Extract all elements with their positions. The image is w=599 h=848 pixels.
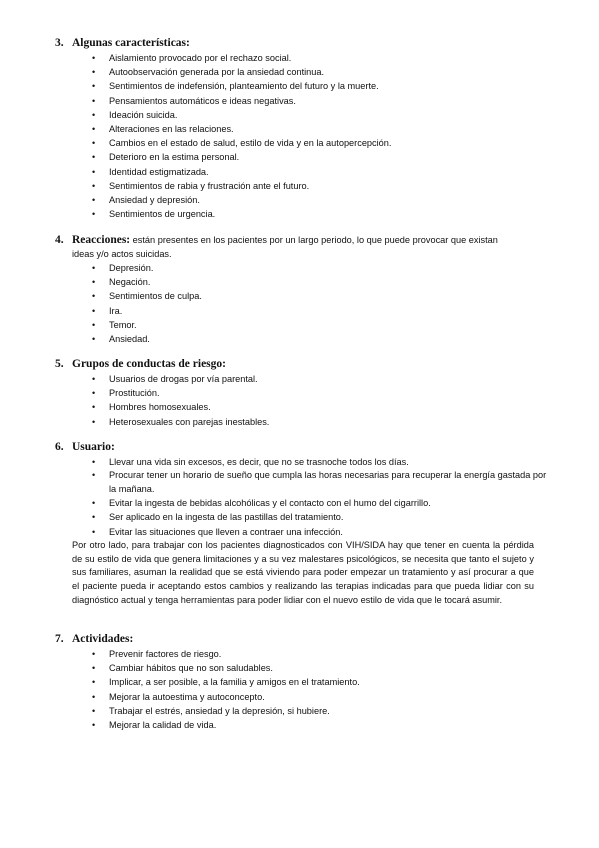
list-item	[55, 193, 555, 207]
list-item-text: Implicar, a ser posible, a la familia y amigos en el tratamiento.	[109, 677, 360, 688]
bullet-icon: •	[92, 124, 96, 135]
list-item	[55, 400, 555, 414]
list-item	[55, 289, 555, 303]
section-continuation: ideas y/o actos suicidas.	[72, 249, 172, 259]
list-item-text: Sentimientos de urgencia.	[109, 209, 216, 220]
section-title: Usuario:	[72, 441, 115, 453]
bullet-icon: •	[92, 109, 96, 120]
section-heading	[55, 233, 555, 248]
list-item	[55, 275, 555, 289]
bullet-icon: •	[92, 53, 96, 63]
list-item-text: Sentimientos de culpa.	[109, 291, 202, 302]
list-item-text: Prevenir factores de riesgo.	[109, 649, 222, 659]
list-item-text: Ansiedad.	[109, 334, 150, 345]
list-item-text: Identidad estigmatizada.	[109, 166, 209, 177]
bullet-icon: •	[92, 152, 96, 163]
list-item-text: Ansiedad y depresión.	[109, 195, 200, 206]
list-item-text: Depresión.	[109, 263, 154, 273]
list-item-text: Hombres homosexuales.	[109, 402, 211, 413]
list-item-text: Evitar la ingesta de bebidas alcohólicas y el contacto con el humo del cigarrillo.	[109, 498, 431, 509]
body-paragraph: Por otro lado, para trabajar con los pacientes diagnosticados con VIH/SIDA hay que tener en cuenta la pérdida de su estilo de vida que genera limitaciones y a su vez malestares psicológicos, se necesita que tanto el sujeto y sus familiares, asuman la realidad que se está viviendo para poder empezar un tratamiento y así procurar a que el paciente pueda ir aceptando estos cambios y realizando las terapias indicadas para que pueda lidiar con su diagnóstico actual y tenga herramientas para poder lidiar con el nuevo estilo de vida que le tocará asumir.	[72, 539, 534, 605]
list-item	[55, 318, 555, 332]
list-item	[55, 122, 555, 136]
list-item-text: Cambiar hábitos que no son saludables.	[109, 663, 273, 674]
list-item-text: Mejorar la calidad de vida.	[109, 720, 217, 731]
bullet-icon: •	[92, 209, 96, 220]
list-item-text: Ser aplicado en la ingesta de las pastillas del tratamiento.	[109, 512, 344, 523]
bullet-icon: •	[92, 512, 96, 523]
list-item-text: Usuarios de drogas por vía parental.	[109, 374, 258, 384]
list-item	[55, 108, 555, 122]
section-heading	[55, 632, 555, 647]
bullet-icon: •	[92, 677, 96, 688]
list-item-text: Heterosexuales con parejas inestables.	[109, 416, 270, 427]
bullet-icon: •	[92, 402, 96, 413]
list-item	[55, 647, 555, 661]
list-item	[55, 150, 555, 164]
bullet-icon: •	[92, 526, 96, 537]
bullet-list	[55, 647, 555, 732]
section-title: Reacciones:	[72, 234, 131, 246]
section-heading	[55, 357, 555, 372]
bullet-list	[55, 372, 555, 429]
list-item	[55, 136, 555, 150]
bullet-icon: •	[92, 291, 96, 302]
bullet-icon: •	[92, 195, 96, 206]
list-item-text: Sentimientos de indefensión, planteamiento del futuro y la muerte.	[109, 81, 379, 92]
bullet-icon: •	[92, 705, 96, 716]
section-number: 3.	[55, 37, 64, 49]
bullet-icon: •	[92, 388, 96, 399]
list-item-text: Llevar una vida sin excesos, es decir, que no se trasnoche todos los días.	[109, 457, 409, 467]
bullet-icon: •	[92, 720, 96, 731]
bullet-icon: •	[92, 691, 96, 702]
bullet-icon: •	[92, 470, 96, 481]
section-actividades	[55, 632, 555, 732]
section-inline-text: están presentes en los pacientes por un largo periodo, lo que puede provocar que existan	[130, 235, 498, 245]
list-item	[55, 332, 555, 346]
bullet-icon: •	[92, 67, 96, 78]
list-item-text: Pensamientos automáticos e ideas negativas.	[109, 95, 296, 106]
list-item-text: Aislamiento provocado por el rechazo social.	[109, 53, 292, 63]
section-caracteristicas	[55, 36, 555, 221]
list-item-text: Temor.	[109, 319, 137, 330]
list-item	[55, 304, 555, 318]
bullet-icon: •	[92, 334, 96, 345]
bullet-icon: •	[92, 263, 96, 273]
list-item	[55, 179, 555, 193]
list-item	[55, 207, 555, 221]
list-item	[55, 415, 555, 429]
list-item	[55, 675, 555, 689]
bullet-icon: •	[92, 416, 96, 427]
list-item	[55, 661, 555, 675]
list-item-text: Mejorar la autoestima y autoconcepto.	[109, 691, 265, 702]
section-title: Grupos de conductas de riesgo:	[72, 358, 226, 370]
bullet-icon: •	[92, 663, 96, 674]
section-usuario	[55, 440, 555, 608]
list-item	[55, 525, 555, 539]
section-number: 4.	[55, 234, 64, 246]
list-item-text: Sentimientos de rabia y frustración ante el futuro.	[109, 180, 310, 191]
list-item-text: Cambios en el estado de salud, estilo de vida y en la autopercepción.	[109, 138, 392, 149]
list-item-text: Negación.	[109, 277, 151, 288]
list-item	[55, 690, 555, 704]
bullet-icon: •	[92, 498, 96, 509]
bullet-icon: •	[92, 649, 96, 659]
bullet-icon: •	[92, 319, 96, 330]
list-item	[55, 386, 555, 400]
list-item	[55, 65, 555, 79]
section-heading	[55, 440, 555, 455]
bullet-list	[55, 51, 555, 221]
list-item	[55, 261, 555, 275]
section-reacciones	[55, 233, 555, 346]
bullet-icon: •	[92, 374, 96, 384]
list-item	[55, 704, 555, 718]
list-item-text: Procurar tener un horario de sueño que cumpla las horas necesarias para recuperar la energía gastada por la mañana.	[109, 470, 547, 494]
bullet-icon: •	[92, 166, 96, 177]
list-item-text: Autoobservación generada por la ansiedad continua.	[109, 67, 325, 78]
section-number: 7.	[55, 633, 64, 645]
section-heading	[55, 36, 555, 51]
list-item	[55, 455, 555, 469]
section-title: Algunas características:	[72, 37, 190, 49]
bullet-list	[55, 261, 555, 346]
bullet-icon: •	[92, 277, 96, 288]
bullet-icon: •	[92, 305, 96, 316]
list-item	[55, 165, 555, 179]
list-item	[55, 496, 555, 510]
list-item	[55, 718, 555, 732]
bullet-icon: •	[92, 138, 96, 149]
section-number: 5.	[55, 358, 64, 370]
list-item-text: Ideación suicida.	[109, 109, 178, 120]
section-title: Actividades:	[72, 633, 134, 645]
bullet-icon: •	[92, 95, 96, 106]
bullet-icon: •	[92, 457, 96, 467]
list-item	[55, 469, 549, 496]
section-grupos-riesgo	[55, 357, 555, 429]
bullet-icon: •	[92, 180, 96, 191]
list-item-text: Prostitución.	[109, 388, 160, 399]
bullet-icon: •	[92, 81, 96, 92]
list-item-text: Evitar las situaciones que lleven a contraer una infección.	[109, 526, 343, 537]
list-item	[55, 79, 555, 93]
list-item-text: Ira.	[109, 305, 123, 316]
bullet-list	[55, 455, 555, 539]
list-item	[55, 372, 555, 386]
list-item	[55, 510, 555, 524]
list-item-text: Deterioro en la estima personal.	[109, 152, 240, 163]
list-item	[55, 94, 555, 108]
list-item-text: Trabajar el estrés, ansiedad y la depresión, si hubiere.	[109, 705, 330, 716]
section-number: 6.	[55, 441, 64, 453]
list-item	[55, 51, 555, 65]
list-item-text: Alteraciones en las relaciones.	[109, 124, 234, 135]
